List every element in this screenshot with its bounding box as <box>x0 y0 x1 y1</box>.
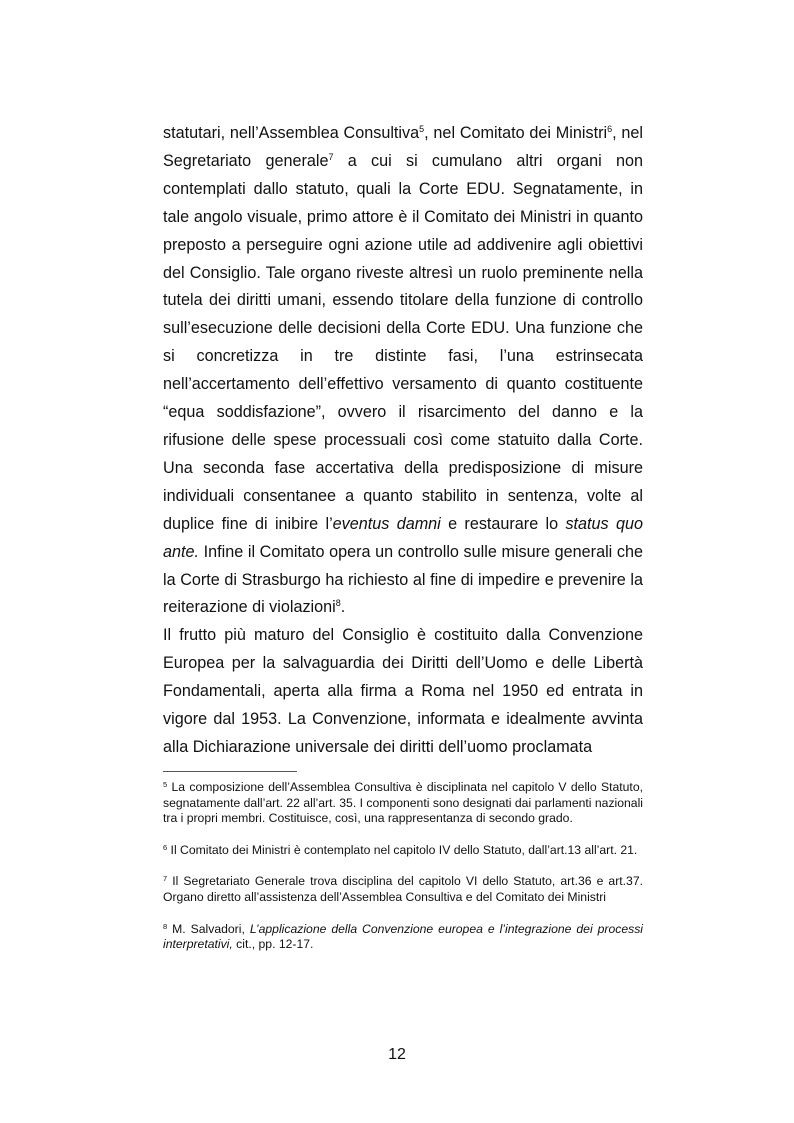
italic-eventus-damni: eventus damni <box>332 514 441 533</box>
footnote-5: $^5$ La composizione dell’Assemblea Consultiva è disciplinata nel capitolo V dello Statuto, segnatamente dall’art. 22 all’art. 35. I componenti sono designati dai parlamenti nazionali tra i propri membri. Costituisce, così, una rappresentanza di secondo grado. <box>163 780 643 826</box>
italic-status-quo-ante: status quo ante. <box>163 514 643 561</box>
footnote-ref-7[interactable]: 7 <box>328 151 334 162</box>
paragraph-1: statutari, nell’Assemblea Consultiva$^5$, nel Comitato dei Ministri$^6$, nel Segretariato generale$^7$ a cui si cumulano altri organi non contemplati dallo statuto, quali la Corte EDU. Segnatamente, in tale angolo visuale, primo attore è il Comitato dei Ministri in quanto preposto a perseguire ogni azione utile ad addivenire agli obiettivi del Consiglio. Tale organo riveste altresì un ruolo preminente nella tutela dei diritti umani, essendo titolare della funzione di controllo sull’esecuzione delle decisioni della Corte EDU. Una funzione che si concretizza in tre distinte fasi, l’una estrinsecata nell’accertamento dell’effettivo versamento di quanto costituente “equa soddisfazione”, ovvero il risarcimento del danno e la rifusione delle spese processuali così come statuito dalla Corte. Una seconda fase accertativa della predisposizione di misure individuali consentanee a quanto stabilito in sentenza, volte al duplice fine di inibire l’eventus damni e restaurare lo status quo ante. Infine il Comitato opera un controllo sulle misure generali che la Corte di Strasburgo ha richiesto al fine di impedire e prevenire la reiterazione di violazioni$^8$. <box>163 124 644 617</box>
page-number: 12 <box>388 1046 406 1063</box>
footnote-7: $^7$ Il Segretariato Generale trova disciplina del capitolo VI dello Statuto, art.36 e art.37. Organo diretto all’assistenza dell’Assemblea Consultiva e del Comitato dei Ministri <box>163 874 643 904</box>
footnote-ref-5[interactable]: 5 <box>419 124 425 134</box>
body-text <box>163 120 643 762</box>
footnote-separator <box>163 771 297 772</box>
footnote-8: $^8$ M. Salvadori, L’applicazione della Convenzione europea e l’integrazione dei processi interpretativi, cit., pp. 12-17. <box>163 921 643 952</box>
footnotes <box>163 780 643 969</box>
footnote-6: $^6$ Il Comitato dei Ministri è contemplato nel capitolo IV dello Statuto, dall’art.13 all’art. 21. <box>163 842 638 857</box>
footnote-ref-6[interactable]: 6 <box>607 124 613 134</box>
footnote-ref-8[interactable]: 8 <box>335 598 341 609</box>
paragraph-2: Il frutto più maturo del Consiglio è costituito dalla Convenzione Europea per la salvaguardia dei Diritti dell’Uomo e delle Libertà Fondamentali, aperta alla firma a Roma nel 1950 ed entrata in vigore dal 1953. La Convenzione, informata e idealmente avvinta alla Dichiarazione universale dei diritti dell’uomo proclamata <box>163 626 643 756</box>
